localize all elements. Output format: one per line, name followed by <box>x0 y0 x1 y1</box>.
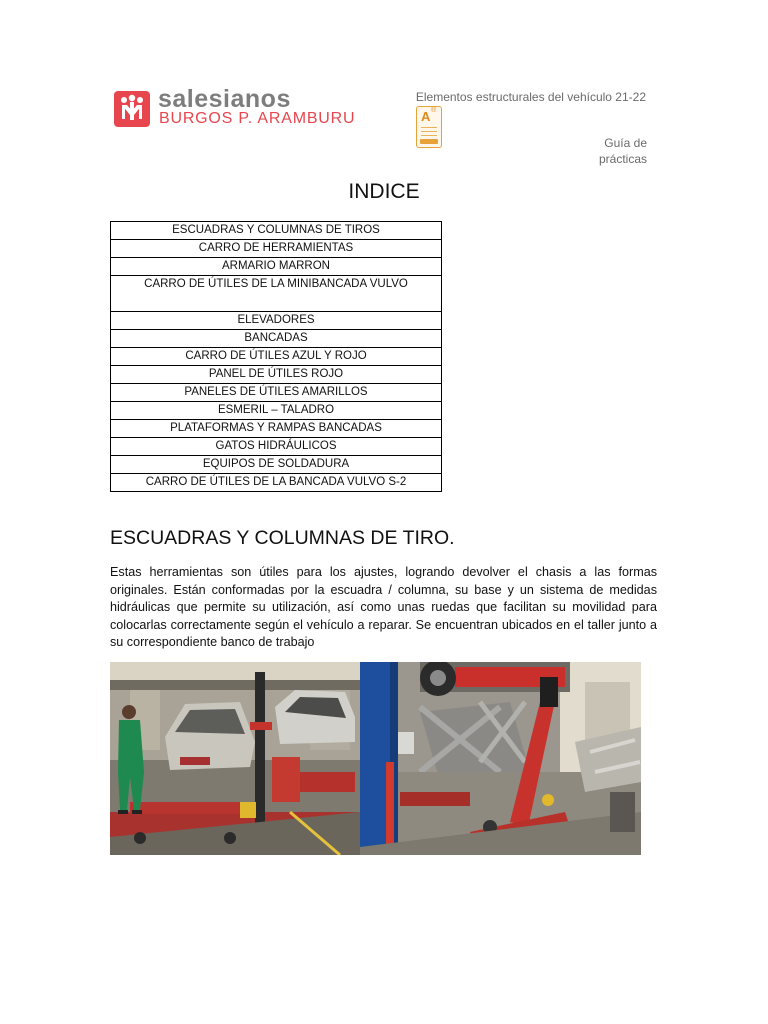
section-paragraph: Estas herramientas son útiles para los ajustes, logrando devolver el chasis a las formas originales. Están conformadas por la escuadra / columna, su base y un sistema de medidas hidráulicas que permite su utilización, así como unas ruedas que facilitan su movilidad para colocarlas correctamente según el vehículo a reparar. Se encuentran ubicados en el taller junto a su correspondiente banco de trabajo <box>110 565 657 650</box>
course-title: Elementos estructurales del vehículo 21-22 <box>415 90 646 104</box>
index-item: CARRO DE ÚTILES DE LA BANCADA VULVO S-2 <box>111 474 442 492</box>
table-row <box>111 366 442 384</box>
index-item: ARMARIO MARRON <box>111 258 442 276</box>
guide-line-1: Guía de <box>604 136 647 150</box>
index-title: INDICE <box>348 180 420 203</box>
table-row <box>111 474 442 492</box>
index-table <box>110 221 442 492</box>
table-row <box>111 402 442 420</box>
table-row <box>111 420 442 438</box>
logo-subtitle: BURGOS P. ARAMBURU <box>159 110 356 127</box>
index-item: ESCUADRAS Y COLUMNAS DE TIROS <box>111 222 442 240</box>
table-row <box>111 312 442 330</box>
table-row <box>111 276 442 312</box>
salesianos-emblem-icon <box>114 91 150 127</box>
guide-label <box>599 135 647 167</box>
index-item: BANCADAS <box>111 330 442 348</box>
table-row <box>111 438 442 456</box>
index-item: ESMERIL – TALADRO <box>111 402 442 420</box>
table-row <box>111 222 442 240</box>
index-item: CARRO DE ÚTILES AZUL Y ROJO <box>111 348 442 366</box>
index-item: CARRO DE HERRAMIENTAS <box>111 240 442 258</box>
index-item: PLATAFORMAS Y RAMPAS BANCADAS <box>111 420 442 438</box>
workshop-photo-left <box>110 662 360 855</box>
index-item: ELEVADORES <box>111 312 442 330</box>
table-row <box>111 384 442 402</box>
logo-name: salesianos <box>158 85 291 113</box>
table-row <box>111 258 442 276</box>
index-item: GATOS HIDRÁULICOS <box>111 438 442 456</box>
index-item: PANELES DE ÚTILES AMARILLOS <box>111 384 442 402</box>
table-row <box>111 348 442 366</box>
section-title: ESCUADRAS Y COLUMNAS DE TIRO. <box>110 527 455 549</box>
index-item: EQUIPOS DE SOLDADURA <box>111 456 442 474</box>
quality-badge-icon <box>416 106 442 148</box>
table-row <box>111 240 442 258</box>
badge-letter: A <box>421 109 431 124</box>
index-item: CARRO DE ÚTILES DE LA MINIBANCADA VULVO <box>111 276 442 312</box>
table-row <box>111 456 442 474</box>
guide-line-2: prácticas <box>598 152 647 166</box>
index-item: PANEL DE ÚTILES ROJO <box>111 366 442 384</box>
salesianos-logo <box>114 85 356 132</box>
badge-registered-icon: ® <box>431 107 437 114</box>
table-row <box>111 330 442 348</box>
course-header <box>386 90 646 104</box>
workshop-photo-right <box>360 662 641 855</box>
